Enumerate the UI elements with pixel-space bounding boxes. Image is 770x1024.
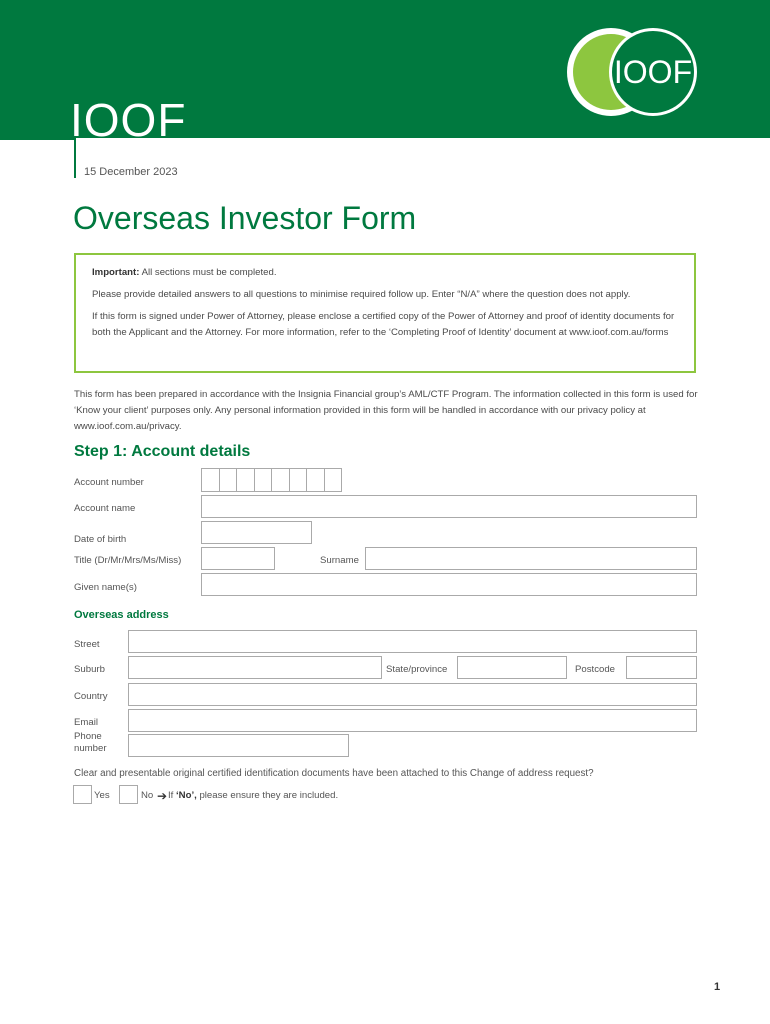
- intro-paragraph: This form has been prepared in accordance with the Insignia Financial group’s AML/CTF Program. The information collected in this form is used for ‘Know your client’ purposes only. Any personal information provided in this form will be handled in accordance with our privacy policy at www.ioof.com.au/privacy.: [74, 389, 698, 432]
- postcode-label: Postcode: [575, 664, 616, 675]
- title-label: Title (Dr/Mr/Mrs/Ms/Miss): [74, 555, 182, 566]
- postcode-field[interactable]: [626, 656, 697, 679]
- state-label: State/province: [386, 664, 448, 675]
- important-notice-box: [74, 253, 696, 373]
- street-field[interactable]: [128, 630, 697, 653]
- page-number: 1: [714, 981, 721, 993]
- surname-field[interactable]: [365, 547, 697, 570]
- account-number-cell[interactable]: [219, 468, 238, 492]
- arrow-right-icon: ➔: [157, 789, 168, 803]
- account-number-cell[interactable]: [201, 468, 220, 492]
- country-field[interactable]: [128, 683, 697, 706]
- given-names-field[interactable]: [201, 573, 697, 596]
- step-1-title: Step 1: Account details: [74, 443, 251, 460]
- documents-question: Clear and presentable original certified identification documents have been attached to this Change of address request?: [74, 768, 594, 779]
- dob-field[interactable]: [201, 521, 312, 544]
- surname-label: Surname: [320, 555, 359, 566]
- no-checkbox[interactable]: [119, 785, 138, 804]
- brand-wordmark: IOOF: [70, 94, 187, 138]
- account-number-cell[interactable]: [289, 468, 308, 492]
- account-number-cell[interactable]: [271, 468, 290, 492]
- phone-field[interactable]: [128, 734, 349, 757]
- country-label: Country: [74, 691, 108, 702]
- account-number-field[interactable]: [201, 468, 341, 492]
- dob-label: Date of birth: [74, 534, 127, 545]
- overseas-address-title: Overseas address: [74, 609, 169, 621]
- page-title: Overseas Investor Form: [73, 200, 417, 236]
- no-instruction: If ‘No’, please ensure they are included.: [168, 790, 339, 801]
- email-label: Email: [74, 717, 98, 728]
- account-number-cell[interactable]: [236, 468, 255, 492]
- notice-paragraph-1: Please provide detailed answers to all questions to minimise required follow up. Enter “N/A” where the question does not apply.: [92, 289, 631, 300]
- yes-checkbox[interactable]: [73, 785, 92, 804]
- account-number-cell[interactable]: [324, 468, 343, 492]
- street-label: Street: [74, 639, 100, 650]
- account-name-label: Account name: [74, 503, 136, 514]
- no-label: No: [141, 790, 154, 801]
- notice-important-line: Important: All sections must be completed.: [92, 267, 277, 278]
- title-field[interactable]: [201, 547, 275, 570]
- logo-text: IOOF: [613, 54, 693, 90]
- given-names-label: Given name(s): [74, 582, 137, 593]
- state-field[interactable]: [457, 656, 567, 679]
- notice-paragraph-2: If this form is signed under Power of Attorney, please enclose a certified copy of the Power of Attorney and proof of identity documents for both the Applicant and the Attorney. For more information, refer to the ‘Completing Proof of Identity’ document at www.ioof.com.au/forms: [92, 311, 675, 338]
- account-number-cell[interactable]: [306, 468, 325, 492]
- account-number-cell[interactable]: [254, 468, 273, 492]
- account-name-field[interactable]: [201, 495, 697, 518]
- yes-label: Yes: [94, 790, 110, 801]
- header-notch: [0, 138, 75, 178]
- notice-important-label: Important:: [92, 267, 140, 278]
- suburb-label: Suburb: [74, 664, 105, 675]
- form-date: 15 December 2023: [84, 166, 178, 178]
- ioof-logo: [565, 26, 701, 118]
- account-number-label: Account number: [74, 477, 144, 488]
- email-field[interactable]: [128, 709, 697, 732]
- header-notch-line: [74, 138, 76, 178]
- phone-label: Phone number: [74, 731, 107, 754]
- suburb-field[interactable]: [128, 656, 382, 679]
